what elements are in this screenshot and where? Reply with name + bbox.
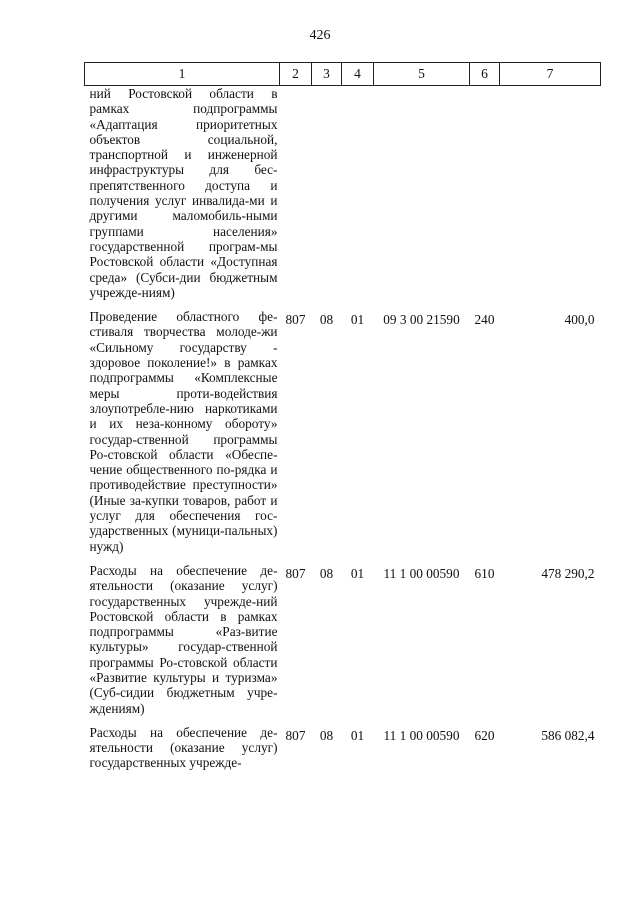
- budget-table: [84, 62, 601, 771]
- header-cell-2: 2: [280, 63, 312, 86]
- header-cell-6: 6: [470, 63, 500, 86]
- row-col2: 807: [285, 727, 306, 743]
- header-cell-3: 3: [312, 63, 342, 86]
- row-col4: [342, 86, 374, 310]
- row-col5: 11 1 00 00590: [383, 727, 460, 743]
- row-col3: [312, 86, 342, 310]
- row-col7: 400,0: [564, 312, 595, 328]
- row-col4: 01: [350, 565, 365, 581]
- header-cell-1: 1: [85, 63, 280, 86]
- row-col2: [280, 86, 312, 310]
- header-cell-7: 7: [500, 63, 601, 86]
- row-col6: [470, 86, 500, 310]
- row-col5: 11 1 00 00590: [383, 565, 460, 581]
- row-col7: [500, 86, 601, 310]
- row-description: Расходы на обеспечение де-ятельности (оказание услуг) государственных учрежде-ний Ростовской области в рамках подпрограммы «Раз-витие культуры» государ-ственной программы Ро-стовской области «Развитие культуры и туризма» (Суб-сидии бюджетным учре-ждениям): [89, 562, 278, 716]
- row-col7: 586 082,4: [541, 727, 595, 743]
- table-row: [85, 309, 601, 563]
- table-row: [85, 563, 601, 725]
- row-description: ний Ростовской области в рамках подпрограммы «Адаптация приоритетных объектов социальной, транспортной и инженерной инфраструктуры для бес-препятственного доступа и получения услуг инвалида-ми и другими маломобиль-ными группами населения» государственной програм-мы Ростовской области «Доступная среда» (Субси-дии бюджетным учрежде-ниям): [89, 86, 278, 300]
- row-description: Проведение областного фе-стиваля творчества молоде-жи «Сильному государству - здоровое поколение!» в рамках подпрограммы «Комплексные меры проти-водействия злоупотребле-нию наркотиками и их неза-конному обороту» государ-ственной программы Ро-стовской области «Обеспе-чение общественного по-рядка и противодействие преступности» (Иные за-купки товаров, работ и услуг для обеспечения гос-ударственных (муници-пальных) нужд): [89, 309, 278, 554]
- row-col3: 08: [319, 727, 334, 743]
- table-row: [85, 725, 601, 771]
- row-col3: 08: [319, 565, 334, 581]
- row-col2: 807: [285, 312, 306, 328]
- table-row: [85, 86, 601, 310]
- page-number: 426: [309, 28, 331, 43]
- row-col3: 08: [319, 312, 334, 328]
- row-col5: 09 3 00 21590: [383, 312, 460, 328]
- row-col2: 807: [285, 565, 306, 581]
- header-row: [85, 63, 601, 86]
- row-description: Расходы на обеспечение де-ятельности (оказание услуг) государственных учрежде-: [89, 724, 278, 771]
- header-cell-5: 5: [374, 63, 470, 86]
- row-col6: 240: [474, 312, 495, 328]
- row-col6: 610: [474, 565, 495, 581]
- header-cell-4: 4: [342, 63, 374, 86]
- row-col4: 01: [350, 727, 365, 743]
- row-col6: 620: [474, 727, 495, 743]
- row-col5: [374, 86, 470, 310]
- row-col4: 01: [350, 312, 365, 328]
- row-col7: 478 290,2: [541, 565, 595, 581]
